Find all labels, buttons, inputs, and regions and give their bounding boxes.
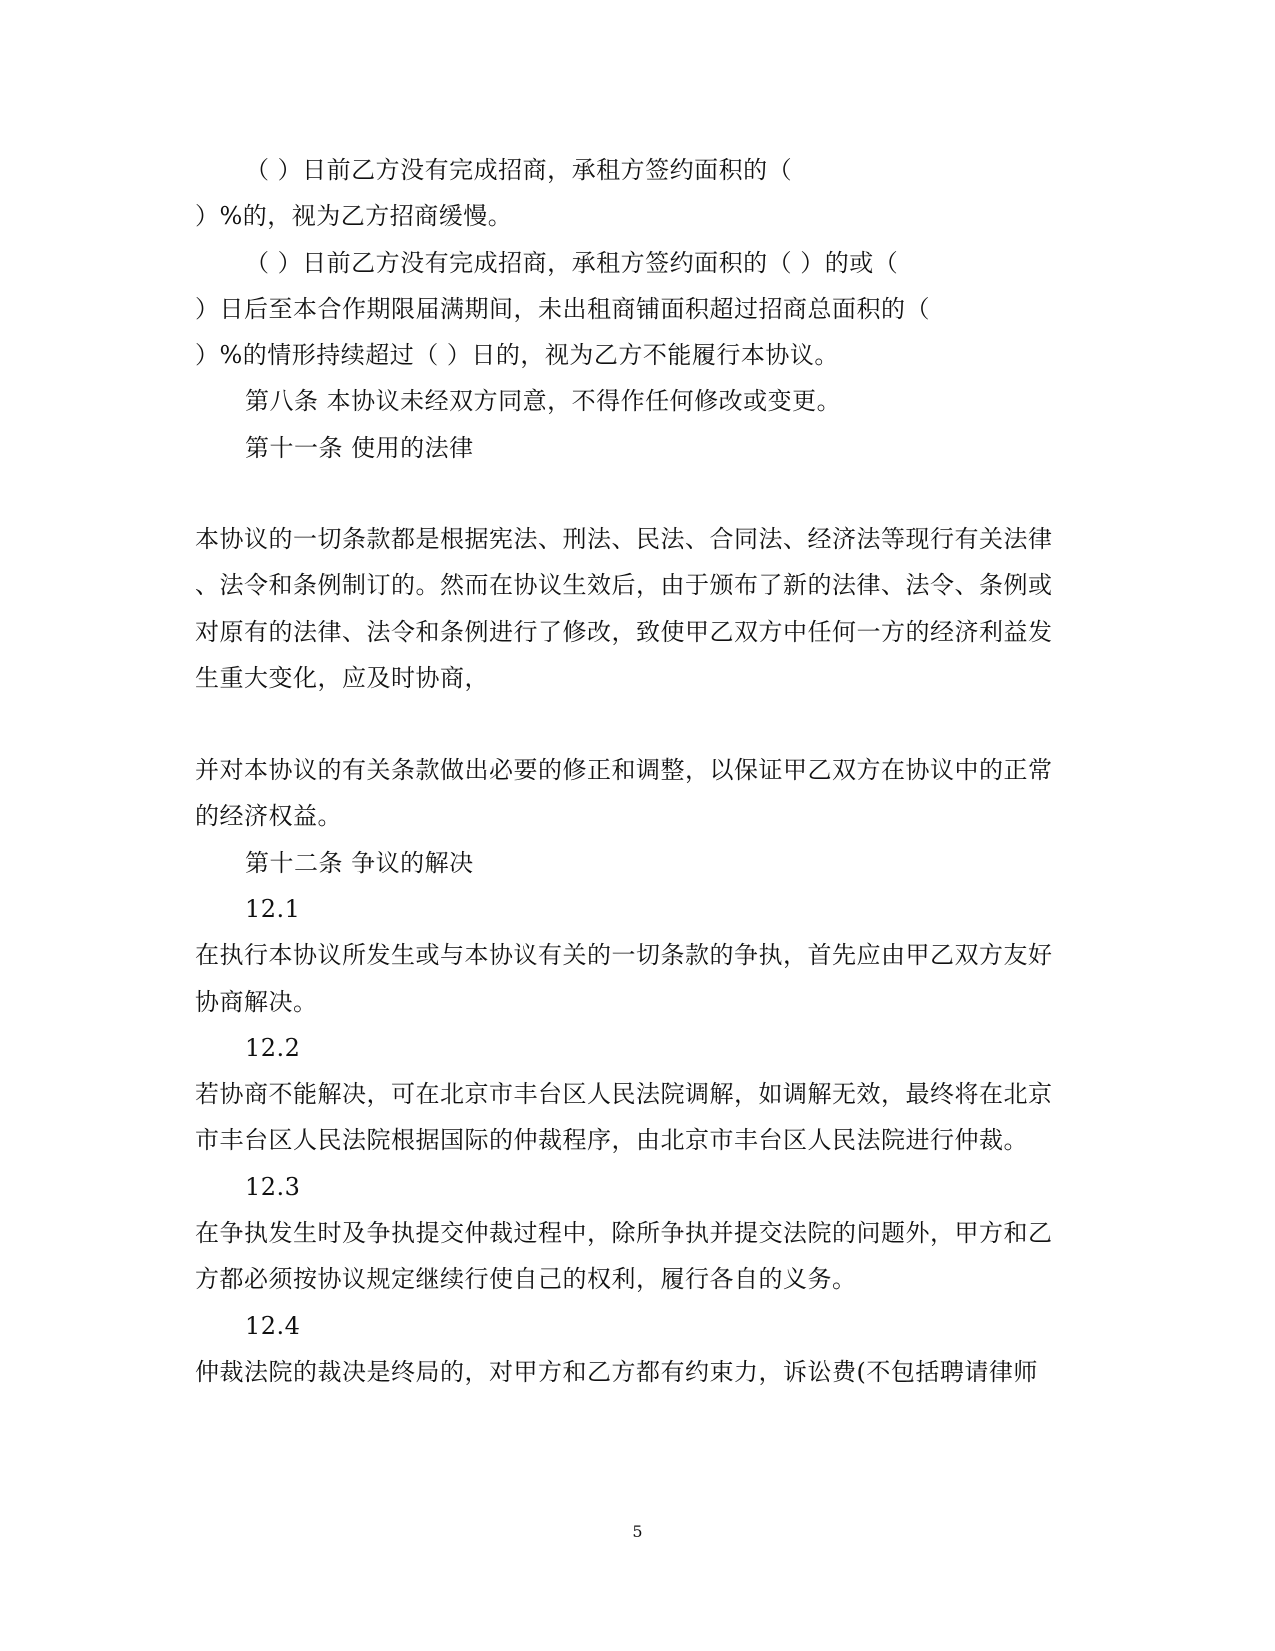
section-number-12-1: 12.1 [245,895,301,923]
paragraph-line: 仲裁法院的裁决是终局的，对甲方和乙方都有约束力，诉讼费(不包括聘请律师 [195,1358,1038,1386]
paragraph-line: 生重大变化，应及时协商， [195,664,489,692]
clause-line: ）日后至本合作期限届满期间，未出租商铺面积超过招商总面积的（ [195,295,930,323]
clause-line: ）%的情形持续超过（ ）日的，视为乙方不能履行本协议。 [195,341,839,369]
section-number-12-4: 12.4 [245,1312,301,1340]
paragraph-line: 在执行本协议所发生或与本协议有关的一切条款的争执，首先应由甲乙双方友好 [195,941,1053,969]
paragraph-line: 方都必须按协议规定继续行使自己的权利，履行各自的义务。 [195,1265,857,1293]
paragraph-line: 并对本协议的有关条款做出必要的修正和调整，以保证甲乙双方在协议中的正常 [195,756,1053,784]
clause-line: ）%的，视为乙方招商缓慢。 [195,202,513,230]
clause-line: （ ）日前乙方没有完成招商，承租方签约面积的（ ）的或（ [245,249,899,277]
paragraph-line: 若协商不能解决，可在北京市丰台区人民法院调解，如调解无效，最终将在北京 [195,1080,1053,1108]
page-number: 5 [632,1522,643,1541]
paragraph-line: 在争执发生时及争执提交仲裁过程中，除所争执并提交法院的问题外，甲方和乙 [195,1219,1053,1247]
paragraph-line: 对原有的法律、法令和条例进行了修改，致使甲乙双方中任何一方的经济利益发 [195,618,1053,646]
paragraph-line: 的经济权益。 [195,802,342,830]
clause-line: （ ）日前乙方没有完成招商，承租方签约面积的（ [245,156,793,184]
section-number-12-3: 12.3 [245,1173,301,1201]
paragraph-line: 本协议的一切条款都是根据宪法、刑法、民法、合同法、经济法等现行有关法律 [195,525,1053,553]
article-8-line: 第八条 本协议未经双方同意，不得作任何修改或变更。 [245,387,842,415]
section-number-12-2: 12.2 [245,1034,301,1062]
article-11-heading: 第十一条 使用的法律 [245,434,474,462]
article-12-heading: 第十二条 争议的解决 [245,849,474,877]
paragraph-line: 协商解决。 [195,988,318,1016]
paragraph-line: 市丰台区人民法院根据国际的仲裁程序，由北京市丰台区人民法院进行仲裁。 [195,1126,1028,1154]
paragraph-line: 、法令和条例制订的。然而在协议生效后，由于颁布了新的法律、法令、条例或 [195,571,1053,599]
